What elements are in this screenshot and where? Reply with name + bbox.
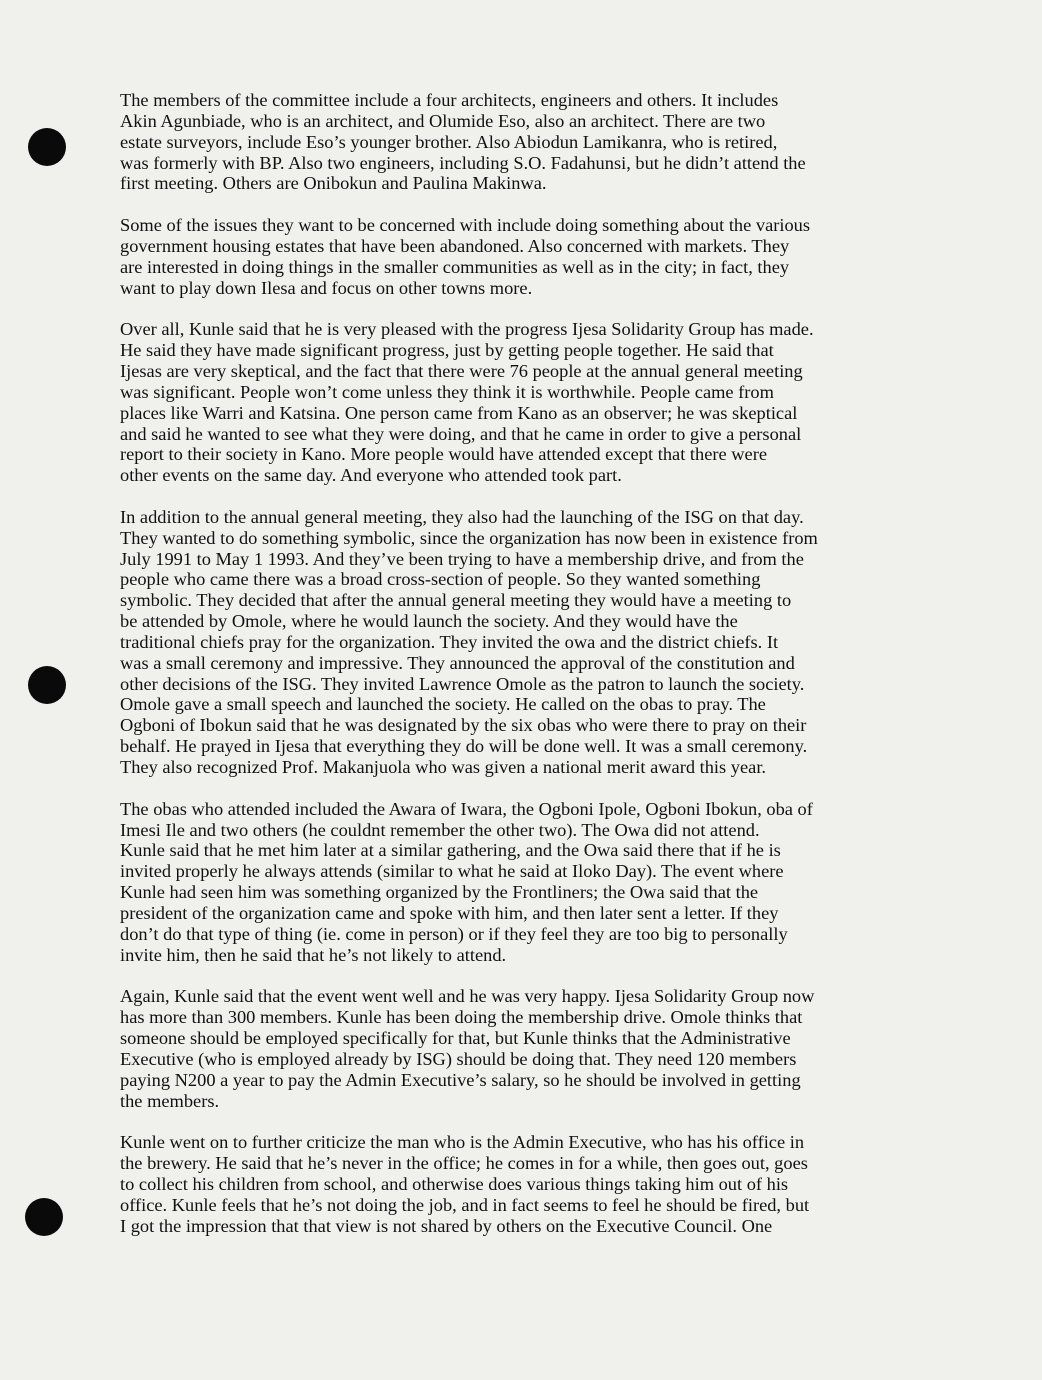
text-line: first meeting. Others are Onibokun and Paulina Makinwa. [120, 173, 547, 194]
text-line: and said he wanted to see what they were doing, and that he came in order to give a personal [120, 423, 802, 444]
paragraph-launching [120, 507, 950, 778]
text-line: government housing estates that have been abandoned. Also concerned with markets. They [120, 235, 790, 256]
text-line: Again, Kunle said that the event went well and he was very happy. Ijesa Solidarity Group now [120, 986, 815, 1007]
text-line: the brewery. He said that he’s never in the office; he comes in for a while, then goes out, goes [120, 1153, 808, 1174]
text-line: was a small ceremony and impressive. They announced the approval of the constitution and [120, 652, 795, 673]
text-line: Kunle went on to further criticize the man who is the Admin Executive, who has his office in [120, 1132, 805, 1153]
text-line: symbolic. They decided that after the annual general meeting they would have a meeting to [120, 590, 792, 611]
text-line: The obas who attended included the Awara of Iwara, the Ogboni Ipole, Ogboni Ibokun, oba of [120, 798, 813, 819]
text-line: invited properly he always attends (similar to what he said at Iloko Day). The event where [120, 861, 784, 882]
text-line: office. Kunle feels that he’s not doing the job, and in fact seems to feel he should be fired, but [120, 1194, 810, 1215]
text-line: want to play down Ilesa and focus on other towns more. [120, 277, 533, 298]
text-line: don’t do that type of thing (ie. come in person) or if they feel they are too big to personally [120, 923, 788, 944]
text-line: other events on the same day. And everyone who attended took part. [120, 465, 622, 486]
paragraph-obas [120, 799, 950, 966]
binder-hole-top [28, 128, 66, 166]
document-body [120, 90, 950, 1257]
text-line: behalf. He prayed in Ijesa that everything they do will be done well. It was a small ceremony. [120, 736, 808, 757]
text-line: They wanted to do something symbolic, since the organization has now been in existence from [120, 527, 818, 548]
text-line: places like Warri and Katsina. One person came from Kano as an observer; he was skeptical [120, 402, 798, 423]
text-line: paying N200 a year to pay the Admin Executive’s salary, so he should be involved in getting [120, 1069, 801, 1090]
text-line: was significant. People won’t come unless they think it is worthwhile. People came from [120, 381, 774, 402]
text-line: are interested in doing things in the smaller communities as well as in the city; in fact, they [120, 256, 790, 277]
text-line: president of the organization came and spoke with him, and then later sent a letter. If they [120, 902, 779, 923]
text-line: other decisions of the ISG. They invited Lawrence Omole as the patron to launch the society. [120, 673, 805, 694]
paragraph-progress [120, 319, 950, 486]
text-line: the members. [120, 1090, 220, 1111]
text-line: traditional chiefs pray for the organization. They invited the owa and the district chiefs. It [120, 631, 779, 652]
text-line: Imesi Ile and two others (he couldnt remember the other two). The Owa did not attend. [120, 819, 760, 840]
text-line: to collect his children from school, and otherwise does various things taking him out of his [120, 1173, 789, 1194]
text-line: invite him, then he said that he’s not likely to attend. [120, 944, 507, 965]
text-line: Omole gave a small speech and launched the society. He called on the obas to pray. The [120, 694, 766, 715]
text-line: estate surveyors, include Eso’s younger brother. Also Abiodun Lamikanra, who is retired, [120, 131, 778, 152]
text-line: In addition to the annual general meeting, they also had the launching of the ISG on that day. [120, 506, 804, 527]
paragraph-issues [120, 215, 950, 298]
text-line: someone should be employed specifically for that, but Kunle thinks that the Administrative [120, 1027, 791, 1048]
text-line: They also recognized Prof. Makanjuola who was given a national merit award this year. [120, 757, 767, 777]
binder-hole-bottom [25, 1198, 63, 1236]
text-line: I got the impression that that view is not shared by others on the Executive Council. One [120, 1215, 773, 1236]
binder-hole-middle [28, 666, 66, 704]
text-line: July 1991 to May 1 1993. And they’ve been trying to have a membership drive, and from the [120, 548, 804, 569]
paragraph-committee [120, 90, 950, 194]
text-line: Ijesas are very skeptical, and the fact that there were 76 people at the annual general meeting [120, 360, 803, 381]
text-line: Executive (who is employed already by ISG) should be doing that. They need 120 members [120, 1048, 797, 1069]
text-line: report to their society in Kano. More people would have attended except that there were [120, 444, 768, 465]
text-line: Akin Agunbiade, who is an architect, and Olumide Eso, also an architect. There are two [120, 110, 766, 131]
text-line: Some of the issues they want to be concerned with include doing something about the various [120, 215, 811, 236]
text-line: Over all, Kunle said that he is very pleased with the progress Ijesa Solidarity Group has made. [120, 319, 814, 340]
text-line: He said they have made significant progress, just by getting people together. He said that [120, 340, 774, 361]
paragraph-membership [120, 986, 950, 1111]
text-line: Kunle said that he met him later at a similar gathering, and the Owa said there that if he is [120, 840, 781, 861]
text-line: be attended by Omole, where he would launch the society. And they would have the [120, 611, 738, 632]
text-line: Ogboni of Ibokun said that he was designated by the six obas who were there to pray on their [120, 715, 807, 736]
text-line: Kunle had seen him was something organized by the Frontliners; the Owa said that the [120, 882, 759, 903]
text-line: was formerly with BP. Also two engineers, including S.O. Fadahunsi, but he didn’t attend the [120, 152, 806, 173]
text-line: people who came there was a broad cross-section of people. So they wanted something [120, 569, 761, 590]
text-line: has more than 300 members. Kunle has been doing the membership drive. Omole thinks that [120, 1007, 803, 1028]
text-line: The members of the committee include a four architects, engineers and others. It includes [120, 90, 779, 110]
paragraph-admin-executive [120, 1132, 950, 1236]
